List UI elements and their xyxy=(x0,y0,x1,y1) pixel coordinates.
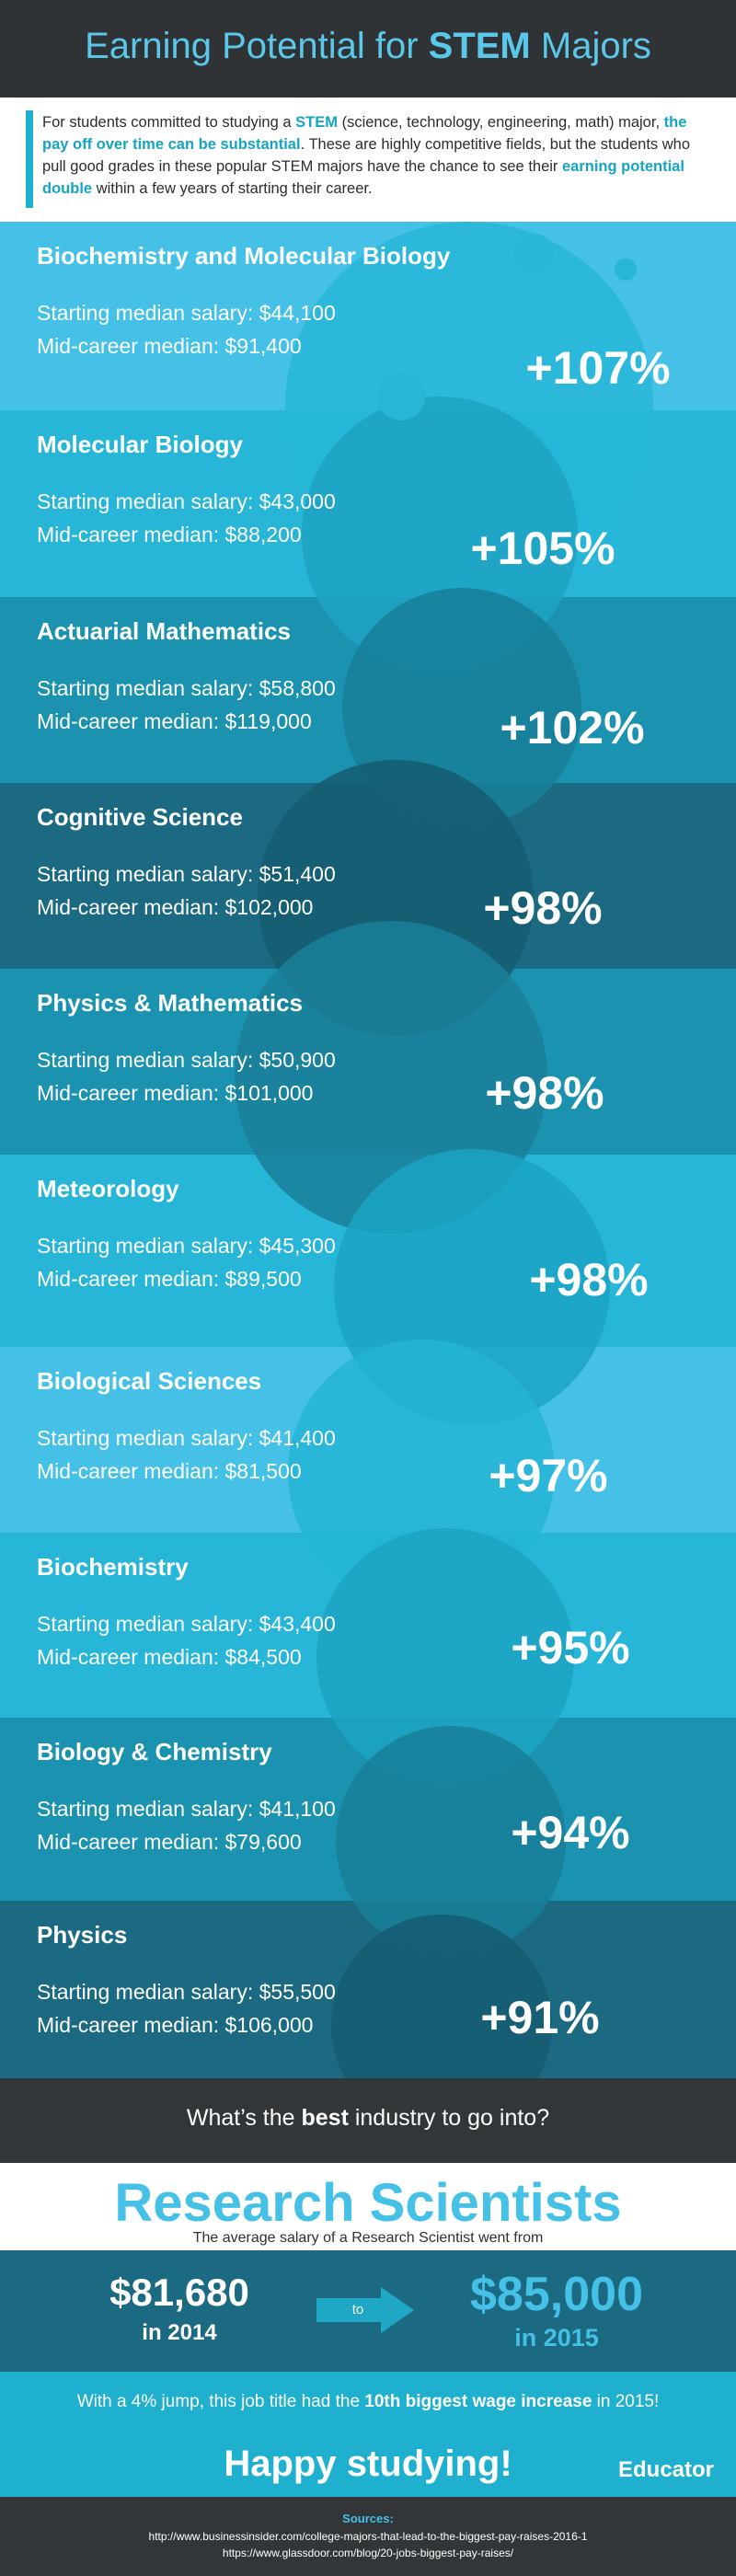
wage-increase-banner xyxy=(0,2372,736,2434)
starting-salary: Starting median salary: $41,400 xyxy=(37,1426,336,1450)
wage-increase-text xyxy=(0,2392,736,2412)
percent-increase: +102% xyxy=(500,702,645,753)
page-title xyxy=(0,26,736,67)
major-name: Biological Sciences xyxy=(37,1367,262,1395)
intro-highlight: STEM xyxy=(295,114,338,131)
sources-label: Sources: xyxy=(342,2512,394,2525)
major-name: Cognitive Science xyxy=(37,803,243,831)
major-name: Physics xyxy=(37,1921,128,1949)
title-prefix: Earning Potential for xyxy=(85,26,429,66)
question-before: What’s the xyxy=(186,2105,302,2131)
arrow-icon xyxy=(316,2287,414,2333)
jump-strong: 10th biggest wage increase xyxy=(364,2392,592,2411)
question-text xyxy=(0,2105,736,2132)
percent-increase: +95% xyxy=(511,1622,630,1673)
intro-accent-bar xyxy=(26,110,33,208)
salary-comparison xyxy=(0,2250,736,2372)
starting-salary: Starting median salary: $44,100 xyxy=(37,301,336,325)
header xyxy=(0,0,736,98)
to-year: in 2015 xyxy=(514,2324,599,2352)
major-name: Biochemistry and Molecular Biology xyxy=(37,242,451,270)
major-name: Actuarial Mathematics xyxy=(37,617,291,645)
major-name: Meteorology xyxy=(37,1175,179,1202)
mid-career-salary: Mid-career median: $84,500 xyxy=(37,1645,302,1669)
intro-text-run: . These are highly competitive fields, but the students who pull good grades in these popular STEM majors have the chance to see their xyxy=(42,136,691,175)
percent-increase: +98% xyxy=(529,1254,649,1305)
mid-career-salary: Mid-career median: $119,000 xyxy=(37,709,312,733)
mid-career-salary: Mid-career median: $89,500 xyxy=(37,1267,302,1291)
question-after: industry to go into? xyxy=(348,2105,550,2131)
intro-highlight: earning potential double xyxy=(42,158,684,197)
major-name: Biology & Chemistry xyxy=(37,1738,272,1765)
intro-highlight: the pay off over time can be substantial xyxy=(42,114,687,153)
starting-salary: Starting median salary: $45,300 xyxy=(37,1234,336,1258)
question-banner xyxy=(0,2078,736,2163)
closing-text: Happy studying! xyxy=(224,2444,512,2484)
mid-career-salary: Mid-career median: $101,000 xyxy=(37,1081,314,1105)
mid-career-salary: Mid-career median: $88,200 xyxy=(37,523,302,546)
mid-career-salary: Mid-career median: $79,600 xyxy=(37,1830,302,1854)
from-year: in 2014 xyxy=(142,2320,217,2345)
mid-career-salary: Mid-career median: $91,400 xyxy=(37,334,302,358)
title-suffix: Majors xyxy=(530,26,651,66)
decorative-bubble xyxy=(377,373,425,420)
research-subtitle: The average salary of a Research Scientist went from xyxy=(192,2230,544,2246)
closing-banner xyxy=(0,2434,736,2497)
decorative-bubble xyxy=(615,259,637,281)
major-name: Physics & Mathematics xyxy=(37,989,304,1017)
starting-salary: Starting median salary: $58,800 xyxy=(37,676,336,700)
percent-increase: +105% xyxy=(470,523,615,574)
starting-salary: Starting median salary: $51,400 xyxy=(37,862,336,886)
jump-after: in 2015! xyxy=(592,2392,660,2411)
major-name: Molecular Biology xyxy=(37,431,243,458)
percent-increase: +94% xyxy=(511,1807,630,1858)
to-salary: $85,000 xyxy=(470,2268,643,2321)
percent-increase: +98% xyxy=(485,1067,604,1119)
research-section xyxy=(0,2163,736,2250)
jump-before: With a 4% jump, this job title had the xyxy=(76,2392,365,2411)
source-link-2[interactable]: https://www.glassdoor.com/blog/20-jobs-biggest-pay-raises/ xyxy=(222,2547,514,2559)
percent-increase: +107% xyxy=(525,342,671,394)
source-link-1[interactable]: http://www.businessinsider.com/college-majors-that-lead-to-the-biggest-pay-raises-2016-1 xyxy=(148,2530,588,2543)
starting-salary: Starting median salary: $55,500 xyxy=(37,1980,336,2004)
sources-footer xyxy=(0,2497,736,2576)
arrow-label: to xyxy=(351,2302,364,2317)
majors-list xyxy=(0,222,736,2078)
percent-increase: +97% xyxy=(489,1450,608,1501)
intro-paragraph xyxy=(42,111,705,200)
starting-salary: Starting median salary: $41,100 xyxy=(37,1797,336,1821)
intro-text-run: For students committed to studying a xyxy=(42,114,296,131)
educator-logo: Educator xyxy=(618,2457,715,2482)
percent-increase: +91% xyxy=(480,1992,600,2043)
research-title: Research Scientists xyxy=(114,2173,622,2233)
mid-career-salary: Mid-career median: $106,000 xyxy=(37,2013,314,2037)
percent-increase: +98% xyxy=(483,882,603,934)
intro-text-run: (science, technology, engineering, math) major, xyxy=(337,114,664,131)
title-strong: STEM xyxy=(428,26,531,66)
starting-salary: Starting median salary: $43,400 xyxy=(37,1612,336,1636)
starting-salary: Starting median salary: $50,900 xyxy=(37,1048,336,1072)
question-strong: best xyxy=(301,2105,349,2131)
mid-career-salary: Mid-career median: $81,500 xyxy=(37,1459,302,1483)
from-salary: $81,680 xyxy=(109,2271,249,2314)
decorative-bubble xyxy=(513,234,554,274)
starting-salary: Starting median salary: $43,000 xyxy=(37,489,336,513)
mid-career-salary: Mid-career median: $102,000 xyxy=(37,895,314,919)
intro-text-run: within a few years of starting their career. xyxy=(92,180,373,197)
major-name: Biochemistry xyxy=(37,1553,189,1581)
